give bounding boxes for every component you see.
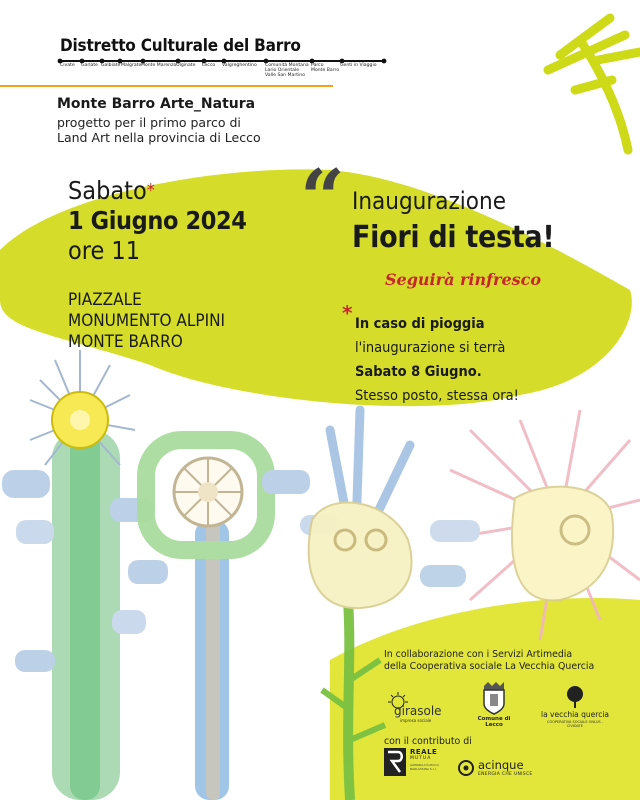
logo-subtext: AGENZIA DI LECCO BARLASSINA S.r.l. (410, 763, 439, 771)
acinque-mark-icon (458, 760, 474, 776)
district-title: Distretto Culturale del Barro (60, 36, 301, 56)
logo-subtext: ENERGIA CHE UNISCE (478, 772, 533, 777)
comune-lecco-logo (474, 678, 514, 728)
scribble-decoration (548, 18, 640, 150)
rain-line: l'inaugurazione si terrà (355, 340, 506, 356)
event-location (68, 290, 225, 353)
event-time: ore 11 (68, 236, 141, 265)
collaboration-line: della Cooperativa sociale La Vecchia Quercia (384, 661, 595, 672)
logo-text: la vecchia quercia (540, 710, 610, 719)
contribution-label: con il contributo di (384, 736, 472, 747)
town-label: Malgrate (121, 63, 142, 68)
headline-title: Fiori di testa! (352, 220, 555, 255)
asterisk-icon: * (342, 301, 353, 325)
project-subtitle (57, 115, 357, 145)
logo-subtext: MUTUA (410, 756, 432, 761)
acinque-logo (458, 758, 578, 782)
quote-icon: “ (300, 153, 345, 244)
town-label: Valgreghentino (222, 63, 257, 68)
oak-tree-icon (540, 684, 610, 710)
town-label: Garlate (81, 63, 98, 68)
town-label: Civate (60, 63, 75, 68)
flower-square (128, 440, 340, 800)
event-day: Sabato (68, 176, 147, 205)
logo-text: acinque (478, 758, 524, 772)
rain-heading: In caso di pioggia (355, 316, 485, 332)
collaboration-text (384, 649, 594, 673)
logo-text: girasole (394, 704, 442, 718)
town-label: Olginate (176, 63, 196, 68)
collaboration-line: In collaborazione con i Servizi Artimedia (384, 649, 573, 660)
town-label: Monte Marenzo (141, 63, 177, 68)
asterisk-icon: * (146, 180, 155, 201)
rain-date: Sabato 8 Giugno. (355, 364, 482, 380)
logo-subtext: impresa sociale (400, 718, 432, 723)
rain-notice (355, 312, 519, 408)
headline-note: Seguirà rinfresco (385, 270, 542, 289)
reale-mutua-logo (384, 748, 446, 778)
location-line: MONTE BARRO (68, 332, 183, 352)
girasole-logo (386, 690, 456, 728)
project-subtitle-line: Land Art nella provincia di Lecco (57, 130, 261, 145)
logo-subtext: COOPERATIVA SOCIALE ONLUS - CIVIDATE (547, 720, 603, 728)
rain-line: Stesso posto, stessa ora! (355, 388, 519, 404)
town-label: Lecco (202, 63, 216, 68)
project-subtitle-line: progetto per il primo parco di (57, 115, 241, 130)
project-title: Monte Barro Arte_Natura (57, 96, 256, 112)
town-label: Parco Monte Barro (311, 63, 340, 73)
location-line: PIAZZALE (68, 290, 142, 310)
town-label: Genti in Viaggio (340, 63, 377, 68)
event-date-block (68, 176, 246, 266)
event-date: 1 Giugno 2024 (68, 206, 247, 235)
crest-icon (474, 678, 514, 716)
town-label: Comunità Montana Lario Orientale Valle San Martino (265, 63, 309, 78)
logo-text: Comune di Lecco (477, 716, 511, 728)
town-label: Galbiate (101, 63, 121, 68)
town-list (60, 63, 400, 87)
logo-text: REALE (410, 748, 438, 756)
vecchia-quercia-logo (540, 684, 610, 728)
header-divider (0, 85, 333, 87)
location-line: MONUMENTO ALPINI (68, 311, 226, 331)
headline-kicker: Inaugurazione (352, 187, 506, 215)
reale-mark-icon (384, 748, 406, 776)
